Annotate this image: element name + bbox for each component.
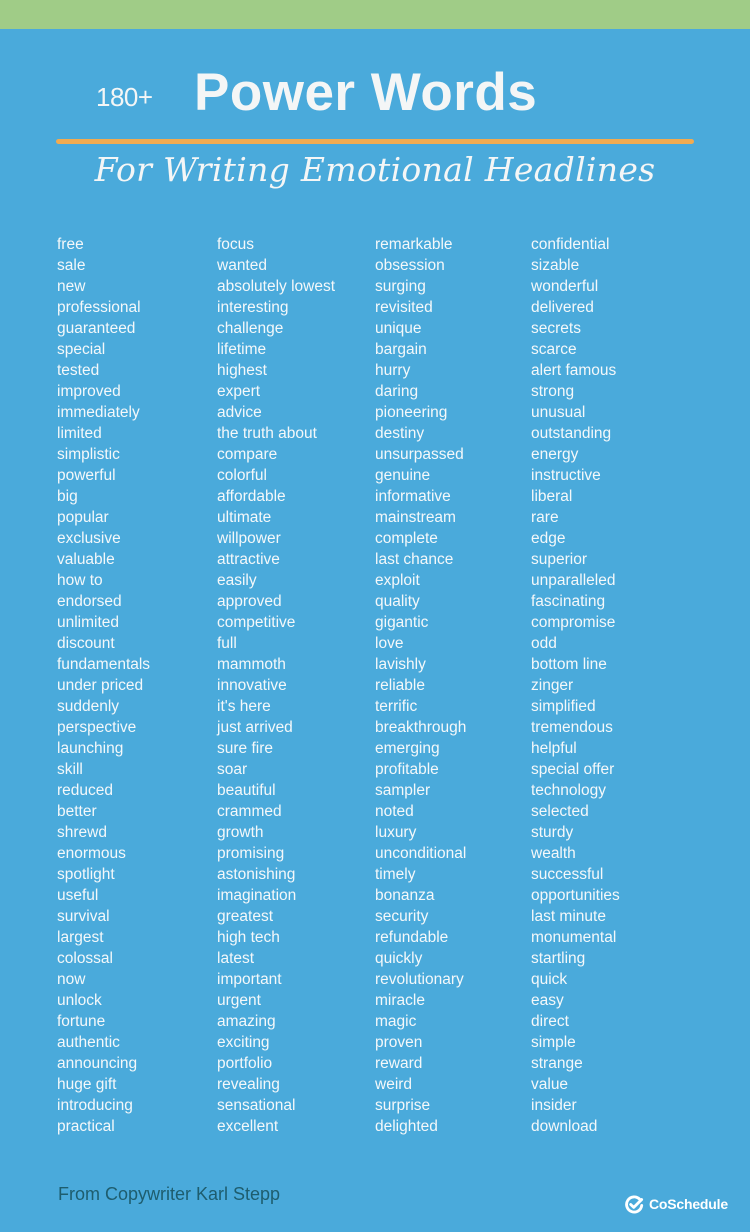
power-word: sampler xyxy=(375,782,431,799)
power-word: secrets xyxy=(531,320,581,337)
power-word: challenge xyxy=(217,320,284,337)
power-word: free xyxy=(57,236,84,253)
power-word: colorful xyxy=(217,467,267,484)
power-word: value xyxy=(531,1076,569,1093)
power-word: announcing xyxy=(57,1055,138,1072)
power-word: easily xyxy=(217,572,257,589)
power-word: under priced xyxy=(57,677,144,694)
power-word: sale xyxy=(57,257,86,274)
power-word: just arrived xyxy=(217,719,293,736)
power-word: popular xyxy=(57,509,109,526)
power-word: insider xyxy=(531,1097,577,1114)
power-word: alert famous xyxy=(531,362,617,379)
power-word: interesting xyxy=(217,299,289,316)
power-word: soar xyxy=(217,761,248,778)
power-word: reliable xyxy=(375,677,425,694)
power-word: security xyxy=(375,908,429,925)
power-word: unusual xyxy=(531,404,586,421)
word-column-2 xyxy=(217,234,335,1137)
power-word: pioneering xyxy=(375,404,448,421)
brand-name: CoSchedule xyxy=(649,1196,728,1212)
power-word: technology xyxy=(531,782,606,799)
power-word: tremendous xyxy=(531,719,613,736)
page-title: Power Words xyxy=(194,63,538,122)
power-word: gigantic xyxy=(375,614,429,631)
power-word: wanted xyxy=(217,257,267,274)
power-word: approved xyxy=(217,593,282,610)
power-word: sensational xyxy=(217,1097,296,1114)
power-word: weird xyxy=(375,1076,413,1093)
power-word: complete xyxy=(375,530,438,547)
power-word: useful xyxy=(57,887,99,904)
power-word: largest xyxy=(57,929,104,946)
power-word: remarkable xyxy=(375,236,453,253)
power-word: unsurpassed xyxy=(375,446,464,463)
power-word: bottom line xyxy=(531,656,607,673)
power-word: revisited xyxy=(375,299,433,316)
power-word: unconditional xyxy=(375,845,467,862)
power-word: limited xyxy=(57,425,102,442)
power-word: simple xyxy=(531,1034,576,1051)
power-word: launching xyxy=(57,740,124,757)
power-word: discount xyxy=(57,635,115,652)
power-word: odd xyxy=(531,635,557,652)
power-word: big xyxy=(57,488,78,505)
power-word: surprise xyxy=(375,1097,431,1114)
power-word: focus xyxy=(217,236,255,253)
power-word: quick xyxy=(531,971,568,988)
power-word: opportunities xyxy=(531,887,620,904)
power-word: unlock xyxy=(57,992,102,1009)
word-count: 180+ xyxy=(96,82,153,112)
power-word: high tech xyxy=(217,929,280,946)
power-word: affordable xyxy=(217,488,286,505)
power-word: hurry xyxy=(375,362,411,379)
power-word: spotlight xyxy=(57,866,115,883)
power-word: valuable xyxy=(57,551,115,568)
author-credit: From Copywriter Karl Stepp xyxy=(58,1184,281,1204)
power-word: rare xyxy=(531,509,559,526)
power-word: bonanza xyxy=(375,887,435,904)
power-word: immediately xyxy=(57,404,140,421)
power-word: informative xyxy=(375,488,451,505)
power-word: direct xyxy=(531,1013,569,1030)
power-word: unlimited xyxy=(57,614,120,631)
power-word: simplistic xyxy=(57,446,120,463)
power-word: fascinating xyxy=(531,593,606,610)
page-subtitle: For Writing Emotional Headlines xyxy=(94,150,656,189)
power-word: urgent xyxy=(217,992,261,1009)
power-word: tested xyxy=(57,362,100,379)
power-word: instructive xyxy=(531,467,601,484)
power-word: skill xyxy=(57,761,83,778)
power-word: better xyxy=(57,803,97,820)
power-word: edge xyxy=(531,530,566,547)
check-circle-icon xyxy=(625,1195,644,1214)
power-word: scarce xyxy=(531,341,577,358)
power-word: competitive xyxy=(217,614,296,631)
brand-logo xyxy=(625,1193,728,1215)
power-word: zinger xyxy=(531,677,574,694)
power-word: wealth xyxy=(531,845,576,862)
power-word: amazing xyxy=(217,1013,276,1030)
power-word: guaranteed xyxy=(57,320,136,337)
power-word: miracle xyxy=(375,992,425,1009)
power-word: wonderful xyxy=(531,278,599,295)
power-word: powerful xyxy=(57,467,116,484)
power-word: delighted xyxy=(375,1118,438,1135)
power-word: full xyxy=(217,635,237,652)
word-column-3 xyxy=(375,234,466,1137)
power-word: liberal xyxy=(531,488,573,505)
power-word: highest xyxy=(217,362,267,379)
power-word: practical xyxy=(57,1118,115,1135)
word-column-4 xyxy=(531,234,620,1137)
power-word: absolutely lowest xyxy=(217,278,336,295)
power-word: lavishly xyxy=(375,656,426,673)
power-word: profitable xyxy=(375,761,439,778)
power-word: exploit xyxy=(375,572,420,589)
power-word: noted xyxy=(375,803,414,820)
power-word: suddenly xyxy=(57,698,120,715)
power-word: emerging xyxy=(375,740,440,757)
power-word: innovative xyxy=(217,677,287,694)
power-word: download xyxy=(531,1118,598,1135)
power-word: proven xyxy=(375,1034,423,1051)
power-word: improved xyxy=(57,383,121,400)
power-word: exciting xyxy=(217,1034,270,1051)
power-word: daring xyxy=(375,383,419,400)
power-word: strange xyxy=(531,1055,583,1072)
power-word: new xyxy=(57,278,86,295)
power-word: compromise xyxy=(531,614,616,631)
power-word: breakthrough xyxy=(375,719,467,736)
power-word: unparalleled xyxy=(531,572,616,589)
power-word: advice xyxy=(217,404,262,421)
power-word: latest xyxy=(217,950,255,967)
power-word: reward xyxy=(375,1055,423,1072)
power-word: simplified xyxy=(531,698,596,715)
power-word: exclusive xyxy=(57,530,121,547)
power-word: it's here xyxy=(217,698,271,715)
power-word: perspective xyxy=(57,719,137,736)
power-word: willpower xyxy=(217,530,281,547)
power-word: magic xyxy=(375,1013,417,1030)
power-word: enormous xyxy=(57,845,126,862)
power-word: timely xyxy=(375,866,416,883)
power-word: surging xyxy=(375,278,426,295)
power-word: strong xyxy=(531,383,575,400)
word-column-1 xyxy=(57,234,150,1137)
power-word: now xyxy=(57,971,86,988)
power-word: huge gift xyxy=(57,1076,117,1093)
power-word: confidential xyxy=(531,236,610,253)
power-word: luxury xyxy=(375,824,417,841)
power-word: selected xyxy=(531,803,589,820)
power-word: outstanding xyxy=(531,425,612,442)
power-word: startling xyxy=(531,950,586,967)
power-word: revolutionary xyxy=(375,971,464,988)
power-word: terrific xyxy=(375,698,418,715)
power-word: ultimate xyxy=(217,509,272,526)
power-word: shrewd xyxy=(57,824,107,841)
power-word: bargain xyxy=(375,341,427,358)
power-word: quality xyxy=(375,593,420,610)
power-word: expert xyxy=(217,383,261,400)
power-word: fundamentals xyxy=(57,656,151,673)
power-word: attractive xyxy=(217,551,280,568)
power-word: genuine xyxy=(375,467,431,484)
power-word: mainstream xyxy=(375,509,456,526)
power-word: obsession xyxy=(375,257,445,274)
power-word: fortune xyxy=(57,1013,106,1030)
power-word: beautiful xyxy=(217,782,276,799)
power-word: sure fire xyxy=(217,740,273,757)
power-word: reduced xyxy=(57,782,114,799)
power-word: easy xyxy=(531,992,564,1009)
top-accent-bar xyxy=(0,0,750,29)
power-word: superior xyxy=(531,551,587,568)
power-word: refundable xyxy=(375,929,449,946)
power-word: portfolio xyxy=(217,1055,273,1072)
page-header xyxy=(0,62,750,132)
power-word: greatest xyxy=(217,908,274,925)
power-word: excellent xyxy=(217,1118,279,1135)
power-word: survival xyxy=(57,908,110,925)
power-word: authentic xyxy=(57,1034,120,1051)
power-word: astonishing xyxy=(217,866,296,883)
power-word: colossal xyxy=(57,950,113,967)
power-word: lifetime xyxy=(217,341,267,358)
power-word: important xyxy=(217,971,282,988)
power-word: mammoth xyxy=(217,656,286,673)
power-word: compare xyxy=(217,446,278,463)
power-word: special offer xyxy=(531,761,615,778)
power-word: last minute xyxy=(531,908,606,925)
power-word: sizable xyxy=(531,257,580,274)
power-word: love xyxy=(375,635,404,652)
power-word: quickly xyxy=(375,950,423,967)
power-word: introducing xyxy=(57,1097,133,1114)
power-word: successful xyxy=(531,866,604,883)
power-word: crammed xyxy=(217,803,282,820)
power-word: the truth about xyxy=(217,425,317,442)
power-word: endorsed xyxy=(57,593,122,610)
power-word: destiny xyxy=(375,425,425,442)
power-word: last chance xyxy=(375,551,454,568)
power-word: energy xyxy=(531,446,579,463)
power-word: revealing xyxy=(217,1076,280,1093)
power-word: sturdy xyxy=(531,824,574,841)
power-word: special xyxy=(57,341,106,358)
power-word: delivered xyxy=(531,299,594,316)
divider xyxy=(56,139,694,144)
power-word: how to xyxy=(57,572,103,589)
power-word: monumental xyxy=(531,929,617,946)
power-word: professional xyxy=(57,299,141,316)
power-word: helpful xyxy=(531,740,577,757)
power-word: imagination xyxy=(217,887,297,904)
power-word: promising xyxy=(217,845,285,862)
power-word: unique xyxy=(375,320,422,337)
power-word: growth xyxy=(217,824,264,841)
